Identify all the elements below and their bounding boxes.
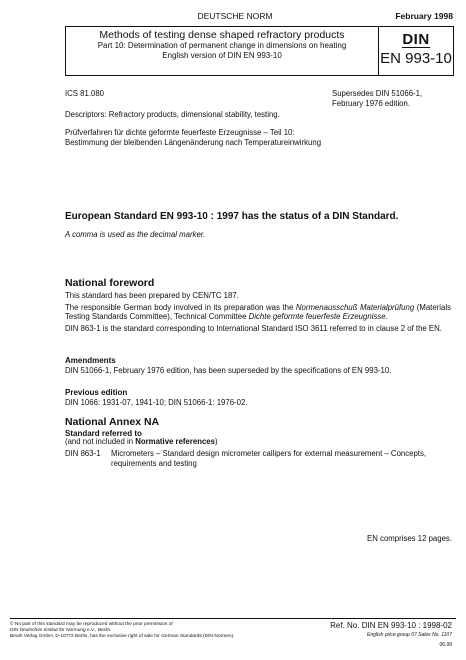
standard-referred-heading: Standard referred to — [65, 429, 142, 438]
version-line: English version of DIN EN 993-10 — [162, 50, 282, 60]
technical-committee-name: Dichte geformte feuerfeste Erzeugnisse. — [248, 312, 388, 321]
descriptors: Descriptors: Refractory products, dimensional stability, testing. — [65, 110, 280, 119]
amendments-heading: Amendments — [65, 356, 116, 365]
din-block — [379, 27, 453, 75]
national-foreword-heading: National foreword — [65, 277, 155, 289]
foreword-paragraph: DIN 863-1 is the standard corresponding to International Standard ISO 3611 referred to in clause 2 of the EN. — [65, 323, 442, 333]
foreword-paragraph — [65, 303, 451, 322]
previous-edition-heading: Previous edition — [65, 388, 128, 397]
comma-note: A comma is used as the decimal marker. — [65, 230, 206, 239]
national-foreword-body — [65, 291, 451, 335]
supersedes-note: Supersedes DIN 51066-1, February 1976 edition. — [332, 89, 423, 108]
top-label: DEUTSCHE NORM — [197, 11, 273, 21]
title-box — [65, 26, 454, 76]
normative-references-label: Normative references — [135, 437, 215, 446]
foreword-text: (Materials Testing Standards Committee), Technical Committee — [65, 302, 451, 321]
reference-code: DIN 863-1 — [65, 449, 101, 458]
document-title: Methods of testing dense shaped refractory products — [99, 29, 345, 41]
reference-note-text: (and not included in — [65, 437, 136, 446]
copyright-line: Beuth Verlag GmbH, D-10772 Berlin, has the exclusive right of sale for German Standards (DIN-Normen). — [10, 634, 235, 639]
reference-note-text: ) — [214, 437, 218, 446]
edition-code: 06.98 — [439, 642, 452, 648]
ics-code: ICS 81.080 — [65, 89, 105, 98]
foreword-text: The responsible German body involved in its preparation was the — [65, 302, 296, 312]
reference-row — [65, 449, 451, 468]
previous-edition-text: DIN 1066: 1931-07, 1941-10; DIN 51066-1: 1976-02. — [65, 398, 248, 407]
committee-name: Normenausschuß Materialprüfung — [295, 302, 415, 312]
reference-title: Micrometers – Standard design micrometer callipers for external measurement – Concepts, requirements and testing — [111, 449, 427, 468]
amendments-text: DIN 51066-1, February 1976 edition, has been superseded by the specifications of EN 993-10. — [65, 366, 392, 375]
footer-divider — [10, 618, 456, 619]
standard-number: EN 993-10 — [380, 50, 452, 67]
reference-note — [65, 437, 218, 446]
annex-heading: National Annex NA — [65, 416, 160, 428]
reference-number: Ref. No. DIN EN 993-10 : 1998-02 — [330, 621, 452, 630]
status-heading: European Standard EN 993-10 : 1997 has the status of a DIN Standard. — [65, 211, 399, 222]
document-subtitle: Part 10: Determination of permanent change in dimensions on heating — [97, 41, 347, 50]
foreword-paragraph: This standard has been prepared by CEN/TC 187. — [65, 291, 239, 300]
copyright-line: DIN Deutsches Institut für Normung e.V., Berlin. — [10, 628, 112, 633]
german-title: Prüfverfahren für dichte geformte feuerfeste Erzeugnisse – Teil 10: Bestimmung der bleibenden Längenänderung nach Temperatureinwirkung — [65, 128, 322, 147]
copyright-notice — [10, 622, 280, 640]
price-group: English price group 07 Sales No. 1107 — [367, 632, 452, 638]
title-block — [66, 27, 379, 75]
publication-date: February 1998 — [395, 11, 453, 21]
copyright-line: © No part of this standard may be reproduced without the prior permission of — [10, 622, 173, 627]
page-count: EN comprises 12 pages. — [367, 534, 452, 543]
din-logo: DIN — [402, 31, 430, 48]
